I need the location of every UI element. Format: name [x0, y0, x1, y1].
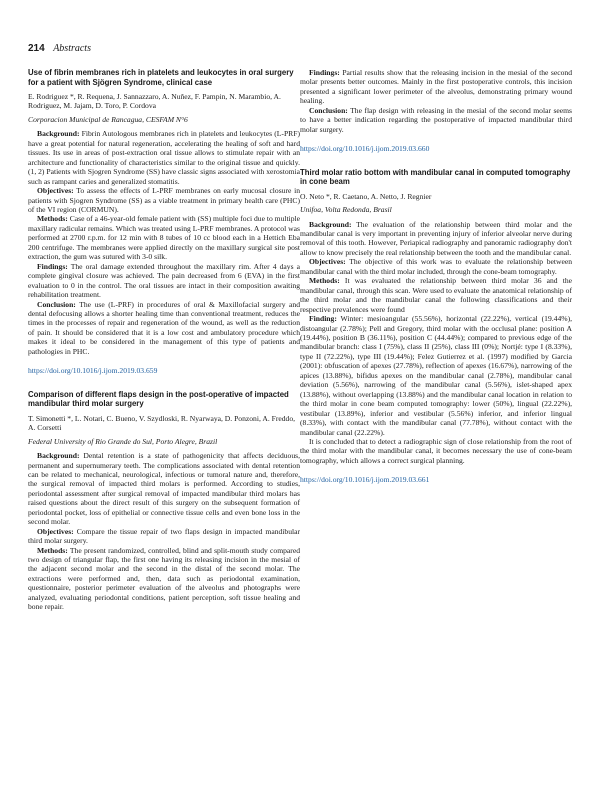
article-authors: O. Neto *, R. Caetano, A. Netto, J. Regnier [300, 191, 432, 201]
left-column [28, 68, 300, 612]
article-affiliation: Corporacion Municipal de Rancagua, CESFAM N°6 [28, 114, 188, 124]
article-2 [28, 390, 300, 612]
section-methods: Methods: Case of a 46-year-old female patient with (SS) multiple foci due to multiple maxillary radicular remains. Which was treated using L-PRF membranes. A protocol was performed at 2700 r.p.m. for 12 min with 8 tubes of 10 cc blood each in a Hettich Eba 200 centrifuge. The membranes were applied directly on the maxillary surgical site post extraction, the gum was sutured with 3-0 silk. [28, 214, 300, 262]
section-background: Background: The evaluation of the relationship between third molar and the mandibular canal is very important in preventing injury of inferior alveolar nerve during removal of this tooth. However, Periapical radiography and panoramic radiography don't allow to know precisely the real relationship between the tooth and the mandibular canal. [300, 219, 572, 257]
journal-name: Abstracts [53, 43, 91, 54]
doi-link[interactable]: https://doi.org/10.1016/j.ijom.2019.03.660 [300, 144, 430, 154]
section-findings: Findings: The oral damage extended throughout the maxillary rim. After 4 days a complete gingival closure was achieved. The pain decreased from 6 (EVA) in the first evaluation to 0 in the control. The oral tissues are intact in their composition awaiting rehabilitation treatment. [28, 261, 300, 300]
article-authors: T. Simonetti *, L. Notari, C. Bueno, V. Szydloski, R. Nyarwaya, D. Ponzoni, A. Freddo, A. Corsetti [28, 413, 296, 433]
section-objectives: Objectives: To assess the effects of L-PRF membranes on early mucosal closure in patients with Sjogren Syndrome (SS) as a viable treatment in primary health care (PHC) of the VI region (CORMUN). [28, 186, 300, 214]
section-conclusion: It is concluded that to detect a radiographic sign of close relationship from the root of the third molar with the mandibular canal, it becomes necessary the use of cone-beam tomography, which allows a correct surgical planning. [300, 436, 572, 465]
article-affiliation: Federal University of Rio Grande do Sul, Porto Alegre, Brazil [28, 436, 218, 446]
section-findings: Findings: Partial results show that the releasing incision in the mesial of the second molar presents better outcomes. Mainly in the first postoperative controls, this incision presented a significant lower perimeter of the alveolus, demonstrating primary wound healing. [300, 68, 572, 106]
section-methods: Methods: It was evaluated the relationship between third molar 36 and the mandibular canal, through this scan. Were used to evaluate the anatomical relationship of the third molar and the mandibular canal the following classifications and their respective prevalences were found [300, 276, 572, 314]
right-column [300, 68, 572, 499]
page-number: 214 [28, 43, 45, 54]
article-affiliation: Unifoa, Volta Redonda, Brasil [300, 205, 392, 215]
page-header [28, 43, 91, 54]
section-methods: Methods: The present randomized, controlled, blind and split-mouth study compared two design of triangular flap, the first one having its releasing incision in the mesial of the adjacent second molar and the second in the distal of the second molar. The extractions were performed and, then, data such as periodontal examination, questionnaire, posterior perimeter evaluation of the alveolus and photographs were analyzed, evaluating periodontal conditions, patient perception, soft tissue healing and bone repair. [28, 545, 300, 612]
article-title: Use of fibrin membranes rich in platelets and leukocytes in oral surgery for a patient with Sjögren Syndrome, clinical case [28, 68, 294, 87]
section-conclusion: Conclusion: The use (L-PRF) in procedures of oral & Maxillofacial surgery and dental defocusing allows a shorter healing time than conventional treatment, reduces the times in the processes of repair and regeneration of the wound, as well as the reduction of pain. It should be considered that it is a low cost and ambulatory procedure which makes it ideal to be considered in the management of this type of patients and pathologies in PHC. [28, 299, 300, 356]
section-conclusion: Conclusion: The flap design with releasing in the mesial of the second molar seems to have a better indication regarding the postoperative of impacted mandibular third molar surgery. [300, 105, 572, 134]
article-authors: E. Rodriguez *, R. Requena, J. Sannazzaro, A. Nuñez, F. Pampin, N. Marambio, A. Rodriguez, M. Jajam, D. Toro, P. Cordova [28, 92, 281, 111]
article-3 [300, 168, 572, 485]
article-title: Comparison of different flaps design in the post-operative of impacted mandibular third molar surgery [28, 389, 289, 409]
section-background: Background: Dental retention is a state of pathogenicity that affects deciduous, permanent and supernumerary teeth. The complications associated with dental retention can be related to mechanical, neurological, infectious or tumoral nature and, therefore, the surgical removal of impacted third molars is performed. According to studies, periodontal assessment after surgical removal of impacted mandibular third molars has raised questions about the direct result of this surgery on the subsequent formation of periodontal pocket, loss of epithelial or connective tissue cells and even bone loss in the second molar. [28, 451, 300, 527]
doi-link[interactable]: https://doi.org/10.1016/j.ijom.2019.03.659 [28, 366, 158, 376]
section-objectives: Objectives: Compare the tissue repair of two flaps design in impacted mandibular third molar surgery. [28, 526, 300, 546]
section-objectives: Objectives: The objective of this work was to evaluate the relationship between mandibular canal with the third molar included, through the cone-beam tomography. [300, 257, 572, 276]
section-finding: Finding: Winter: mesioangular (55.56%), horizontal (22.22%), vertical (19.44%), distoangular (2.78%); Pell and Gregory, third molar with the occlusal plane: position A (19.44%), position B (36.11%), position C (44.44%); compared to previous edge of the mandibular branch: class I (75%), class II (25%), class III (0%); Nortjé: type I (8.33%), type II (72.22%), type III (19.44%); Felez Gutierrez et al. (1997) modified by Garcia (2001): obfuscation of apexes (27.78%), reflection of apexes (16.67%), narrowing of the apices (13.88%), bifidus apexes on the mandibular canal (2.78%), mandibular canal deviation (5.56%), narrowing of the mandibular canal (5.56%), islet-shaped apex (13.88%), without overlapping (13.88%) and the mandibular canal location in relation to the third molar in cone beam computed tomography: lower (50%), lingual (22.22%), vestibular (13.89%), inferior and vestibular (5.56%) inferior, and inferior lingual (8.33%), with contact with the mandibular canal (77.78%), without contact with the mandibular canal (22.22%). [300, 314, 572, 437]
article-2-continued [300, 68, 572, 154]
article-1 [28, 68, 300, 376]
doi-link[interactable]: https://doi.org/10.1016/j.ijom.2019.03.661 [300, 475, 430, 485]
section-background: Background: Fibrin Autologous membranes rich in platelets and leukocytes (L-PRF) have a great potential for natural regeneration, accelerating the healing of soft and hard tissues. Its use in areas of post-extraction oral tissue allows to stimulate repair with an architecture and functionality of characteristics similar to the original tissue and quickly. (1, 2) Patients with Sjogren Syndrome (SS) have classic signs associated with xerostomia such as rampant caries and generalized stomatitis. [28, 129, 300, 186]
article-title: Third molar ratio bottom with mandibular canal in computed tomography in cone beam [300, 167, 571, 187]
